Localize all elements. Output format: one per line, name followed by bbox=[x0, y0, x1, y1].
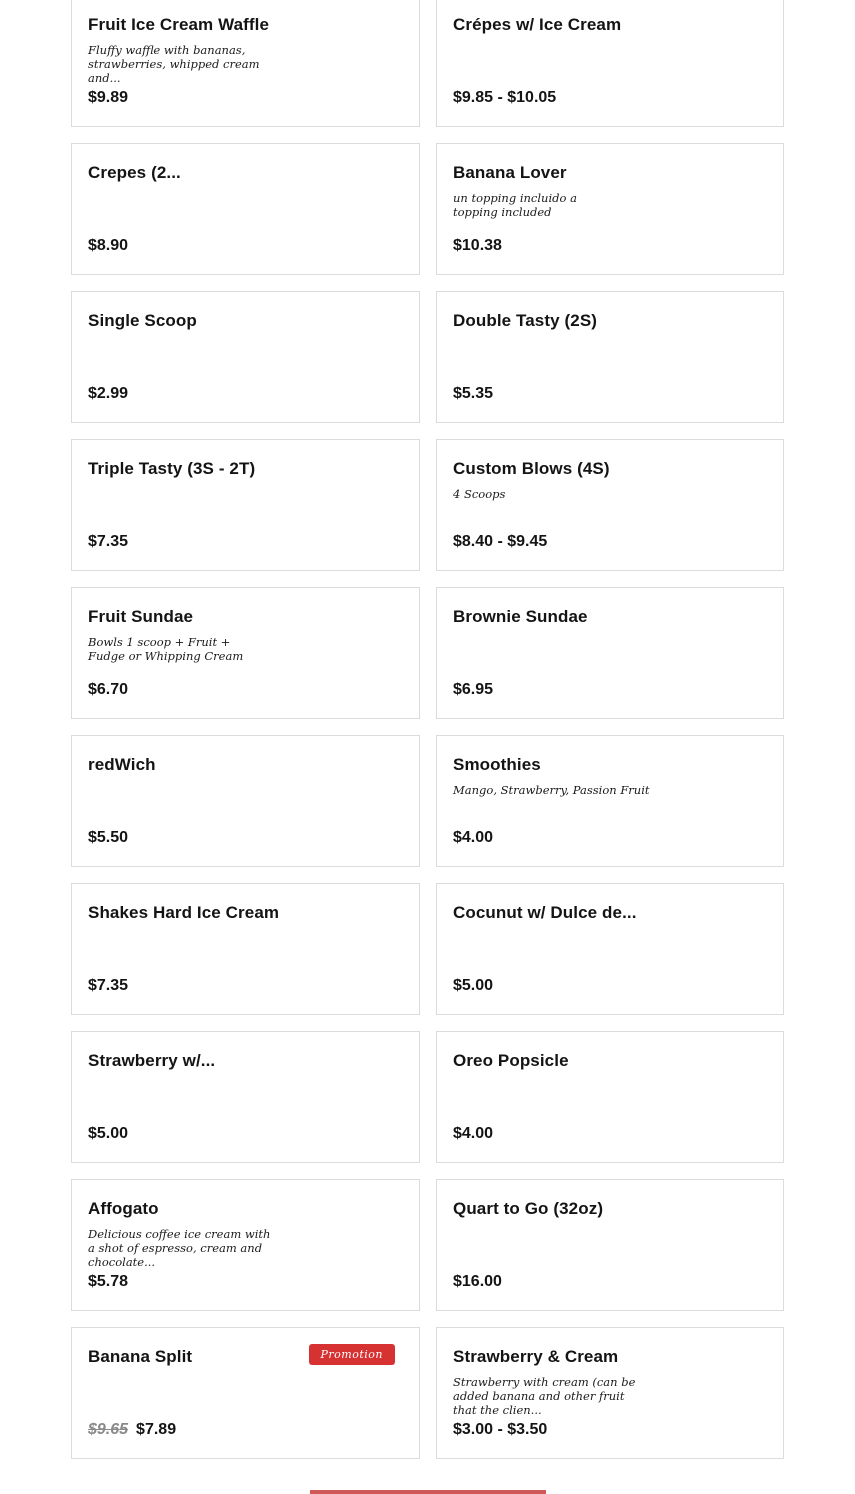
price-value: $8.90 bbox=[88, 237, 129, 254]
original-price: $9.65 bbox=[88, 1421, 129, 1438]
item-price bbox=[88, 1125, 128, 1143]
item-description: Strawberry with cream (can be added banana and other fruit that the clien... bbox=[453, 1375, 636, 1417]
price-value: $3.00 - $3.50 bbox=[453, 1421, 548, 1438]
item-name: Strawberry & Cream bbox=[453, 1347, 619, 1366]
price-value: $9.85 - $10.05 bbox=[453, 89, 557, 106]
item-name: Cocunut w/ Dulce de... bbox=[453, 903, 637, 922]
item-description: Mango, Strawberry, Passion Fruit bbox=[453, 783, 650, 797]
item-description: Fluffy waffle with bananas, strawberries, whipped cream and... bbox=[88, 43, 260, 85]
price-value: $7.35 bbox=[88, 533, 129, 550]
item-price bbox=[453, 829, 493, 847]
item-price bbox=[88, 1273, 128, 1291]
item-price bbox=[88, 829, 128, 847]
menu-item-card[interactable] bbox=[436, 439, 784, 571]
item-price bbox=[453, 1125, 493, 1143]
item-name: Crepes (2... bbox=[88, 163, 181, 182]
price-value: $9.89 bbox=[88, 89, 129, 106]
menu-item-card[interactable] bbox=[436, 1327, 784, 1459]
price-value: $6.95 bbox=[453, 681, 494, 698]
item-price bbox=[88, 237, 128, 255]
menu-item-card[interactable] bbox=[71, 143, 420, 275]
menu-item-card[interactable] bbox=[71, 1327, 420, 1459]
price-value: $2.99 bbox=[88, 385, 129, 402]
item-price bbox=[88, 1421, 176, 1439]
price-value: $10.38 bbox=[453, 237, 502, 254]
item-description: un topping incluido a topping included bbox=[453, 191, 577, 219]
item-price bbox=[88, 385, 128, 403]
menu-item-card[interactable] bbox=[436, 0, 784, 127]
menu-item-card[interactable] bbox=[71, 587, 420, 719]
item-description: 4 Scoops bbox=[453, 487, 506, 501]
item-price bbox=[453, 385, 493, 403]
item-price bbox=[453, 681, 493, 699]
menu-item-card[interactable] bbox=[71, 735, 420, 867]
item-name: Triple Tasty (3S - 2T) bbox=[88, 459, 256, 478]
item-price bbox=[88, 681, 128, 699]
menu-item-card[interactable] bbox=[436, 735, 784, 867]
price-value: $7.35 bbox=[88, 977, 129, 994]
item-name: Single Scoop bbox=[88, 311, 197, 330]
price-value: $5.78 bbox=[88, 1273, 129, 1290]
item-name: Strawberry w/... bbox=[88, 1051, 216, 1070]
item-price bbox=[88, 89, 128, 107]
menu-item-card[interactable] bbox=[436, 587, 784, 719]
price-value: $6.70 bbox=[88, 681, 129, 698]
menu-item-card[interactable] bbox=[436, 1179, 784, 1311]
item-name: Smoothies bbox=[453, 755, 541, 774]
price-value: $4.00 bbox=[453, 1125, 494, 1142]
item-name: Affogato bbox=[88, 1199, 159, 1218]
price-value: $5.00 bbox=[88, 1125, 129, 1142]
menu-item-card[interactable] bbox=[71, 291, 420, 423]
price-value: $8.40 - $9.45 bbox=[453, 533, 548, 550]
menu-item-card[interactable] bbox=[436, 1031, 784, 1163]
price-value: $5.35 bbox=[453, 385, 494, 402]
menu-item-card[interactable] bbox=[71, 883, 420, 1015]
item-name: Fruit Sundae bbox=[88, 607, 194, 626]
menu-item-card[interactable] bbox=[71, 0, 420, 127]
promotion-badge: Promotion bbox=[309, 1344, 395, 1365]
item-price bbox=[453, 533, 547, 551]
item-name: Shakes Hard Ice Cream bbox=[88, 903, 280, 922]
menu-item-card[interactable] bbox=[71, 1179, 420, 1311]
item-description: Delicious coffee ice cream with a shot of espresso, cream and chocolate... bbox=[88, 1227, 271, 1269]
item-name: Quart to Go (32oz) bbox=[453, 1199, 604, 1218]
item-price bbox=[453, 977, 493, 995]
price-value: $5.00 bbox=[453, 977, 494, 994]
menu-item-card[interactable] bbox=[436, 883, 784, 1015]
menu-item-card[interactable] bbox=[71, 439, 420, 571]
item-price bbox=[453, 1273, 502, 1291]
menu-item-card[interactable] bbox=[436, 291, 784, 423]
item-price bbox=[88, 977, 128, 995]
price-value: $7.89 bbox=[136, 1421, 177, 1438]
item-price bbox=[453, 1421, 547, 1439]
item-name: Double Tasty (2S) bbox=[453, 311, 598, 330]
item-price bbox=[453, 89, 556, 107]
item-price bbox=[453, 237, 502, 255]
item-name: Banana Split bbox=[88, 1347, 193, 1366]
item-name: Custom Blows (4S) bbox=[453, 459, 610, 478]
bottom-divider bbox=[310, 1490, 546, 1494]
price-value: $4.00 bbox=[453, 829, 494, 846]
item-name: Brownie Sundae bbox=[453, 607, 588, 626]
item-name: Oreo Popsicle bbox=[453, 1051, 569, 1070]
menu-item-card[interactable] bbox=[436, 143, 784, 275]
item-name: Fruit Ice Cream Waffle bbox=[88, 15, 270, 34]
item-name: Banana Lover bbox=[453, 163, 567, 182]
price-value: $5.50 bbox=[88, 829, 129, 846]
item-name: Crépes w/ Ice Cream bbox=[453, 15, 622, 34]
item-description: Bowls 1 scoop + Fruit + Fudge or Whipping Cream bbox=[88, 635, 244, 663]
item-name: redWich bbox=[88, 755, 156, 774]
item-price bbox=[88, 533, 128, 551]
menu-item-card[interactable] bbox=[71, 1031, 420, 1163]
price-value: $16.00 bbox=[453, 1273, 502, 1290]
